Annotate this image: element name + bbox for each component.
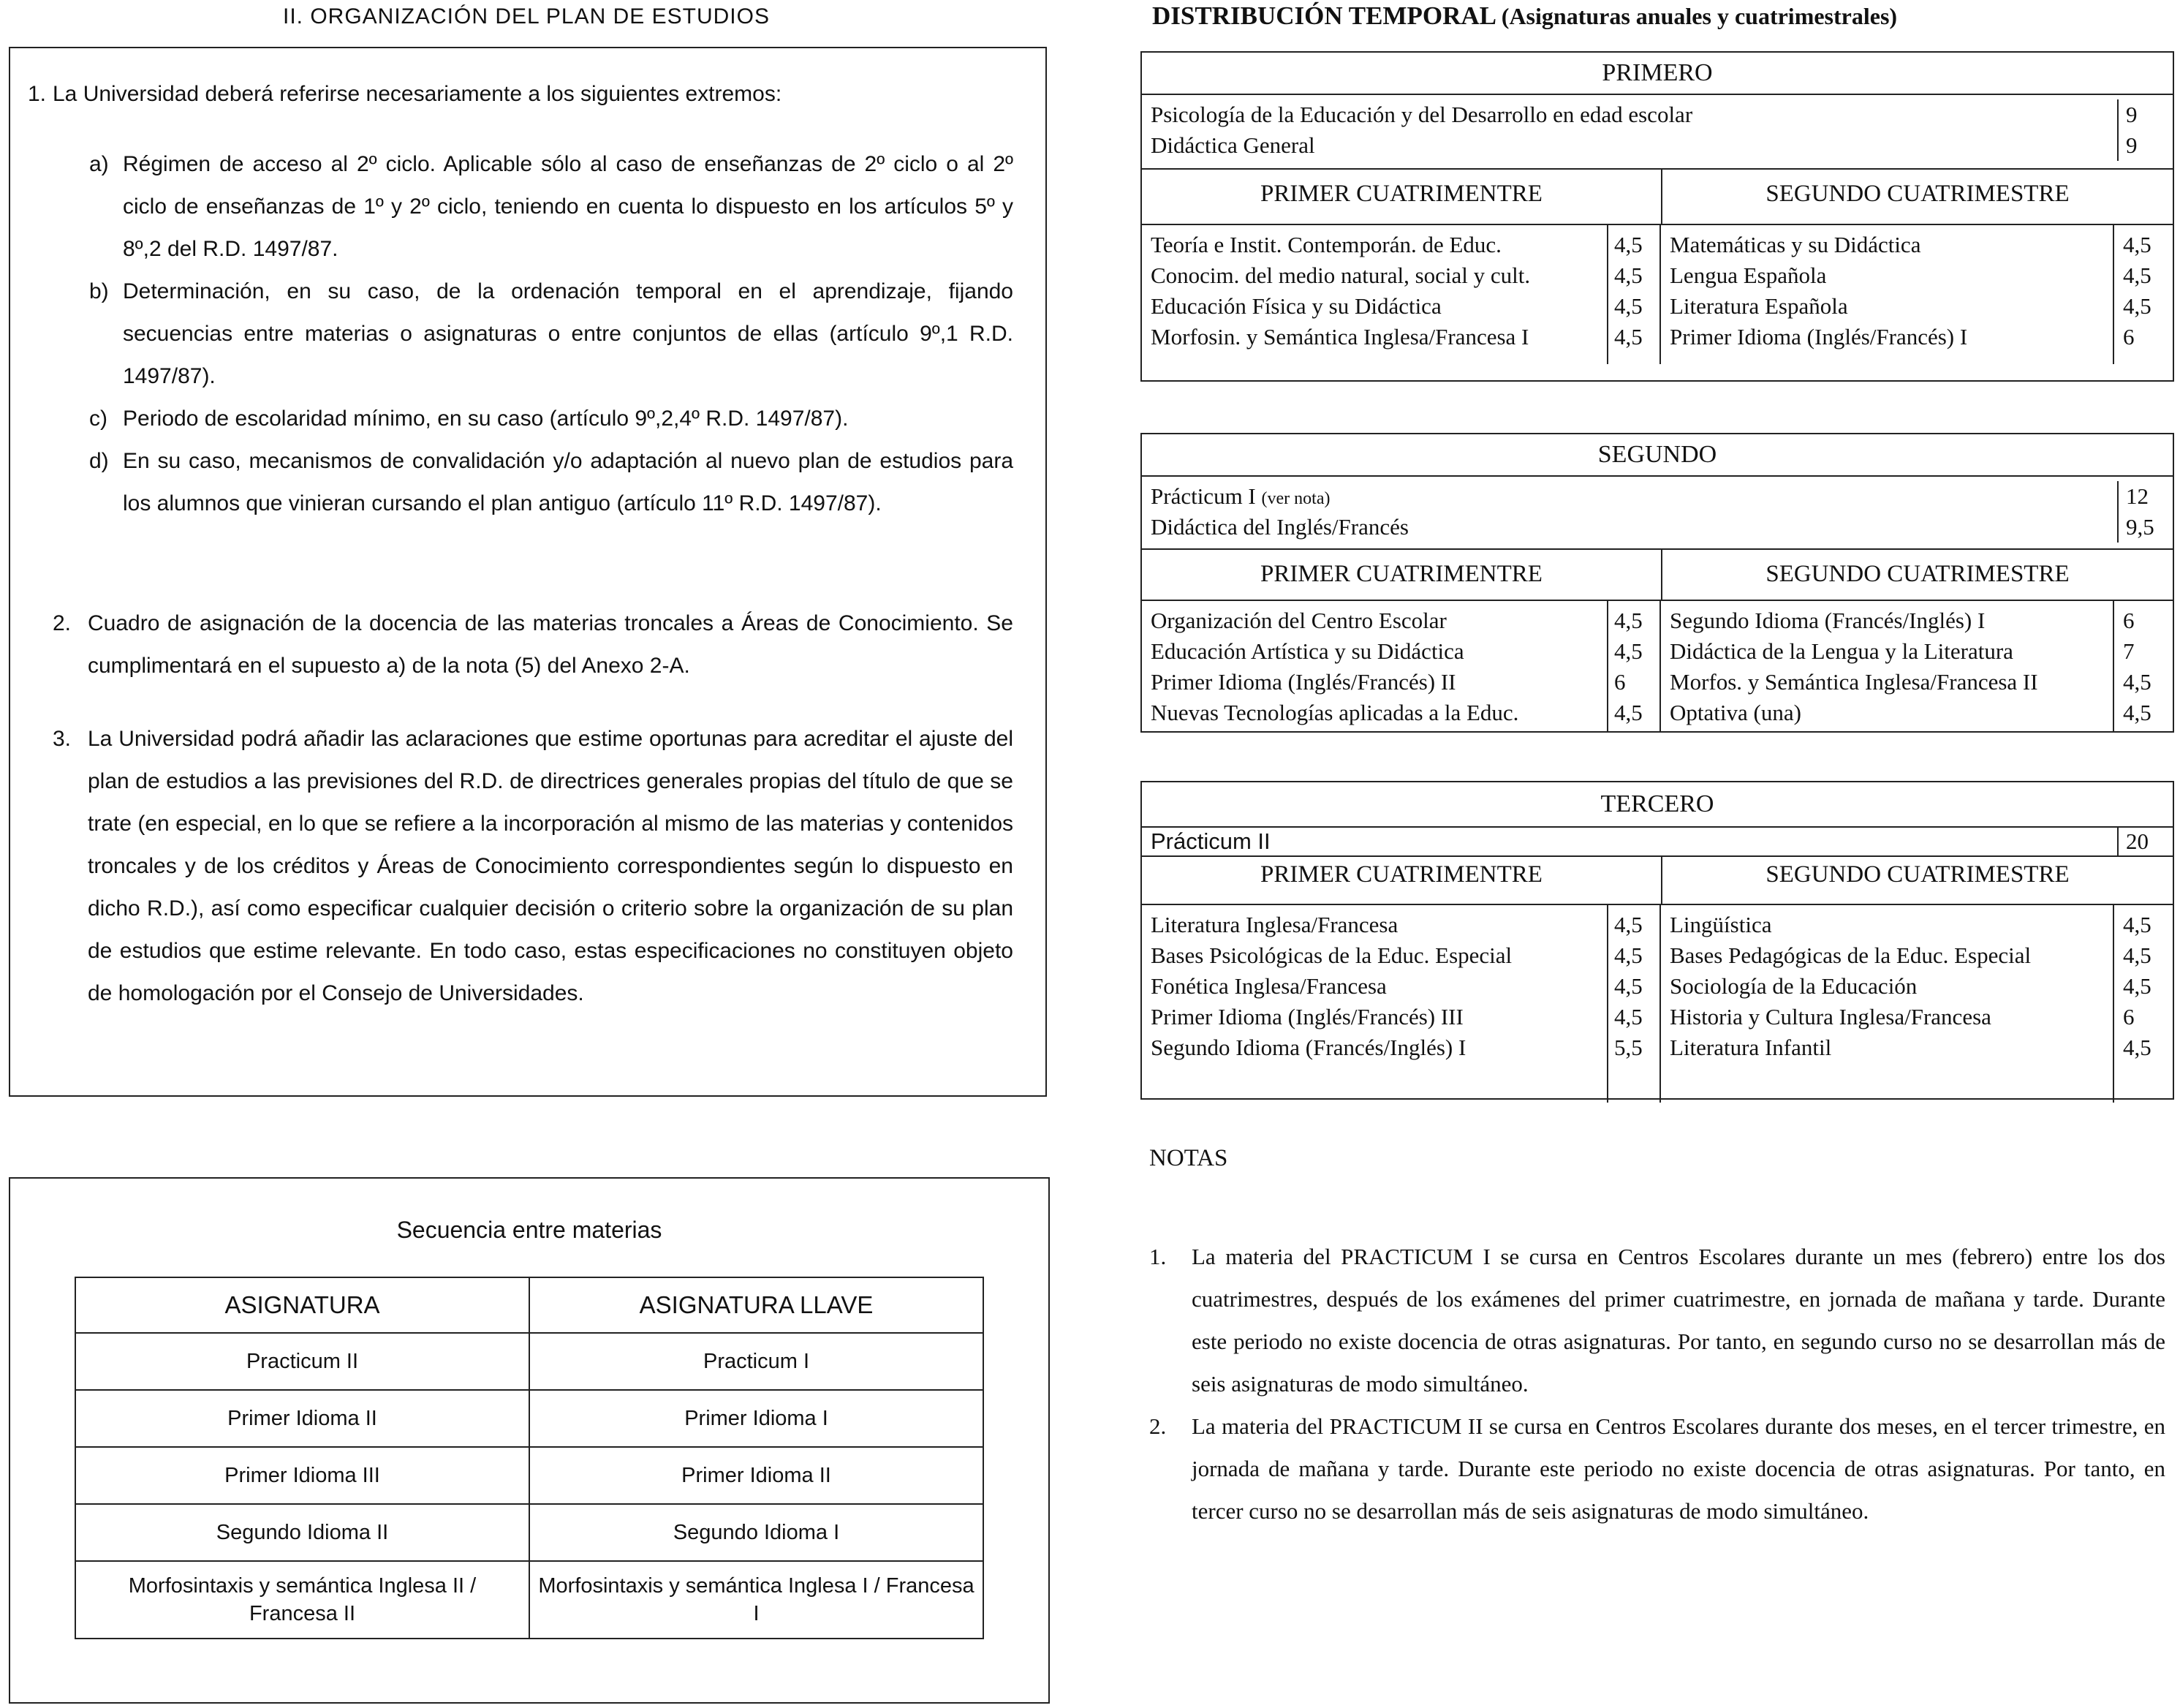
subject-name: Primer Idioma (Inglés/Francés) II — [1151, 669, 1456, 695]
subject-name: Historia y Cultura Inglesa/Francesa — [1670, 1004, 1991, 1029]
table-row — [75, 1561, 983, 1639]
semester-2-credits — [2114, 601, 2173, 731]
year-title: SEGUNDO — [1142, 434, 2173, 477]
organization-box — [9, 47, 1047, 1097]
subject-credits: 4,5 — [1614, 608, 1643, 633]
heading-main: DISTRIBUCIÓN TEMPORAL — [1152, 1, 1496, 30]
subject-name: Fonética Inglesa/Francesa — [1151, 973, 1387, 999]
subject-name: Segundo Idioma (Francés/Inglés) I — [1151, 1035, 1466, 1060]
sequence-box — [9, 1177, 1050, 1704]
subject-name: Organización del Centro Escolar — [1151, 608, 1447, 633]
subject-name: Morfosin. y Semántica Inglesa/Francesa I — [1151, 324, 1529, 349]
subject-name: Primer Idioma (Inglés/Francés) I — [1670, 324, 1968, 349]
table-row — [75, 1447, 983, 1504]
year-table-tercero — [1140, 781, 2174, 1100]
annual-subjects — [1142, 828, 2173, 857]
table-row — [75, 1390, 983, 1447]
note-item — [1149, 1405, 2165, 1533]
subject-name: Teoría e Instit. Contemporán. de Educ. — [1151, 232, 1502, 257]
note-number: 1. — [1149, 1244, 1167, 1269]
semester-2-header: SEGUNDO CUATRIMESTRE — [1765, 181, 2070, 207]
subject-credits: 6 — [2123, 324, 2135, 349]
annual-subjects — [1142, 477, 2173, 550]
semester-1-credits — [1608, 905, 1661, 1103]
table-row — [75, 1333, 983, 1390]
semester-2-subjects — [1661, 601, 2114, 731]
subject-name: Didáctica de la Lengua y la Literatura — [1670, 638, 2013, 664]
subject-name: Morfos. y Semántica Inglesa/Francesa II — [1670, 669, 2038, 695]
subject-credits: 4,5 — [1614, 232, 1643, 257]
subject-name: Prácticum I — [1151, 483, 1256, 509]
subject-name: Literatura Española — [1670, 293, 1848, 319]
semester-1-credits — [1608, 225, 1661, 364]
item-number: 1. — [28, 82, 47, 106]
item-text: La Universidad podrá añadir las aclaraciones que estime oportunas para acreditar el ajuste del plan de estudios a las previsiones del R.D. de directrices generales propias del título de que se trate (en especial, en lo que se refiere a la incorporación al mismo de las materias y contenidos troncales y de los créditos y Áreas de Conocimiento correspondientes según lo dispuesto en dicho R.D.), así como especificar cualquier decisión o criterio sobre la organización de su plan de estudios que estime relevante. En todo caso, estas especificaciones no constituyen objeto de homologación por el Consejo de Universidades. — [88, 727, 1013, 1005]
semester-1-subjects — [1142, 225, 1608, 364]
table-row — [75, 1504, 983, 1561]
subitem-label: d) — [89, 449, 109, 473]
list-item-2 — [53, 602, 1013, 687]
subject-credits: 6 — [2123, 608, 2135, 633]
subject-name: Lengua Española — [1670, 262, 1827, 288]
semester-body — [1142, 905, 2173, 1103]
table-cell: Practicum I — [529, 1333, 983, 1390]
heading-sub: (Asignaturas anuales y cuatrimestrales) — [1501, 3, 1898, 29]
note-text: La materia del PRACTICUM II se cursa en Centros Escolares durante dos meses, en el tercer trimestre, en jornada de mañana y tarde. Durante este periodo no existe docencia de otras asignaturas. Por tanto, en tercer curso no se desarrollan más de seis asignaturas de modo simultáneo. — [1192, 1413, 2165, 1524]
subject-credits: 6 — [1614, 669, 1626, 695]
semester-1-header: PRIMER CUATRIMENTRE — [1142, 550, 1662, 600]
semester-2-credits — [2114, 225, 2173, 364]
table-header-row — [75, 1277, 983, 1333]
table-cell: Morfosintaxis y semántica Inglesa I / Francesa I — [529, 1561, 983, 1639]
subject-name: Literatura Inglesa/Francesa — [1151, 912, 1399, 937]
subject-name: Educación Artística y su Didáctica — [1151, 638, 1464, 664]
column-header-asignatura: ASIGNATURA — [75, 1277, 529, 1333]
subject-credits: 4,5 — [2123, 232, 2151, 257]
subitem-label: c) — [89, 407, 107, 431]
subject-name: Literatura Infantil — [1670, 1035, 1832, 1060]
note-item — [1149, 1236, 2165, 1405]
subitem-label: a) — [89, 152, 109, 176]
year-table-primero — [1140, 51, 2174, 382]
table-cell: Primer Idioma II — [75, 1390, 529, 1447]
list-subitem-d — [89, 440, 1013, 525]
annual-row — [1142, 130, 2173, 161]
semester-2-subjects — [1661, 225, 2114, 364]
annual-row — [1142, 99, 2173, 130]
list-subitem-a — [89, 143, 1013, 271]
year-title: PRIMERO — [1142, 53, 2173, 95]
subject-name: Educación Física y su Didáctica — [1151, 293, 1442, 319]
distribution-heading — [1152, 1, 1897, 31]
subject-credits: 4,5 — [1614, 700, 1643, 725]
subject-credits: 4,5 — [2123, 669, 2151, 695]
subitem-label: b) — [89, 279, 109, 303]
subject-name: Bases Pedagógicas de la Educ. Especial — [1670, 942, 2032, 968]
table-cell: Segundo Idioma II — [75, 1504, 529, 1561]
subject-credits: 4,5 — [1614, 912, 1643, 937]
sequence-table — [75, 1277, 984, 1639]
item-number: 3. — [53, 727, 72, 751]
table-cell: Primer Idioma III — [75, 1447, 529, 1504]
sequence-title: Secuencia entre materias — [396, 1217, 662, 1243]
annual-row — [1142, 512, 2173, 543]
subject-name: Didáctica General — [1151, 132, 1315, 158]
subject-credits: 4,5 — [2123, 1035, 2151, 1060]
subject-credits: 4,5 — [1614, 324, 1643, 349]
subject-credits: 4,5 — [2123, 293, 2151, 319]
semester-2-header: SEGUNDO CUATRIMESTRE — [1765, 561, 2070, 587]
semester-2-header: SEGUNDO CUATRIMESTRE — [1765, 861, 2070, 888]
subitem-text: Régimen de acceso al 2º ciclo. Aplicable sólo al caso de enseñanzas de 2º ciclo o al 2º ciclo de enseñanzas de 1º y 2º ciclo, teniendo en cuenta lo dispuesto en los artículos 5º y 8º,2 del R.D. 1497/87. — [123, 152, 1013, 261]
semester-1-header: PRIMER CUATRIMENTRE — [1142, 170, 1662, 224]
subject-name: Didáctica del Inglés/Francés — [1151, 514, 1409, 540]
subject-name: Optativa (una) — [1670, 700, 1801, 725]
table-cell: Morfosintaxis y semántica Inglesa II / Francesa II — [75, 1561, 529, 1639]
table-cell: Practicum II — [75, 1333, 529, 1390]
subject-credits: 4,5 — [2123, 973, 2151, 999]
table-cell: Primer Idioma I — [529, 1390, 983, 1447]
semester-header — [1142, 550, 2173, 601]
subject-credits: 5,5 — [1614, 1035, 1643, 1060]
subject-credits: 6 — [2123, 1004, 2135, 1029]
semester-body — [1142, 601, 2173, 731]
subject-credits: 4,5 — [2123, 942, 2151, 968]
subitem-text: En su caso, mecanismos de convalidación y/o adaptación al nuevo plan de estudios para los alumnos que vinieran cursando el plan antiguo (artículo 11º R.D. 1497/87). — [123, 449, 1013, 515]
item-number: 2. — [53, 611, 72, 635]
subject-credits: 4,5 — [1614, 973, 1643, 999]
subject-name: Conocim. del medio natural, social y cult. — [1151, 262, 1531, 288]
subject-credits: 4,5 — [2123, 700, 2151, 725]
semester-1-credits — [1608, 601, 1661, 731]
table-cell: Primer Idioma II — [529, 1447, 983, 1504]
subject-name: Segundo Idioma (Francés/Inglés) I — [1670, 608, 1986, 633]
subject-credits: 9,5 — [2117, 512, 2154, 543]
semester-2-credits — [2114, 905, 2173, 1103]
annual-subjects — [1142, 95, 2173, 170]
list-subitem-c — [89, 398, 1013, 440]
subject-name: Nuevas Tecnologías aplicadas a la Educ. — [1151, 700, 1519, 725]
subject-credits: 9 — [2117, 130, 2138, 161]
semester-1-subjects — [1142, 601, 1608, 731]
note-number: 2. — [1149, 1413, 1167, 1439]
subject-credits: 4,5 — [1614, 638, 1643, 664]
table-cell: Segundo Idioma I — [529, 1504, 983, 1561]
semester-1-subjects — [1142, 905, 1608, 1103]
subject-credits: 4,5 — [2123, 262, 2151, 288]
subject-credits: 4,5 — [2123, 912, 2151, 937]
subject-name: Lingüística — [1670, 912, 1772, 937]
section-heading: II. ORGANIZACIÓN DEL PLAN DE ESTUDIOS — [282, 4, 770, 29]
subitem-text: Determinación, en su caso, de la ordenación temporal en el aprendizaje, fijando secuencias entre materias o asignaturas o entre conjuntos de ellas (artículo 9º,1 R.D. 1497/87). — [123, 279, 1013, 388]
subject-name: Matemáticas y su Didáctica — [1670, 232, 1921, 257]
column-header-asignatura-llave: ASIGNATURA LLAVE — [529, 1277, 983, 1333]
item-text: Cuadro de asignación de la docencia de las materias troncales a Áreas de Conocimiento. Se cumplimentará en el supuesto a) de la nota (5) del Anexo 2-A. — [88, 611, 1013, 678]
subject-credits: 12 — [2117, 481, 2149, 512]
subject-name: Primer Idioma (Inglés/Francés) III — [1151, 1004, 1464, 1029]
list-item-1 — [28, 73, 1025, 116]
item-text: La Universidad deberá referirse necesariamente a los siguientes extremos: — [53, 82, 782, 106]
subject-credits: 4,5 — [1614, 1004, 1643, 1029]
subject-name: Bases Psicológicas de la Educ. Especial — [1151, 942, 1513, 968]
list-item-3 — [53, 718, 1013, 1015]
subject-credits: 4,5 — [1614, 942, 1643, 968]
annual-row — [1142, 828, 2173, 855]
list-subitem-b — [89, 271, 1013, 398]
subject-credits: 7 — [2123, 638, 2135, 664]
semester-1-header: PRIMER CUATRIMENTRE — [1142, 857, 1662, 904]
subject-credits: 4,5 — [1614, 262, 1643, 288]
notes-title: NOTAS — [1149, 1145, 1228, 1171]
semester-header — [1142, 170, 2173, 225]
note-text: La materia del PRACTICUM I se cursa en Centros Escolares durante un mes (febrero) entre los dos cuatrimestres, después de los exámenes del primer cuatrimestre, en jornada de mañana y tarde. Durante este periodo no existe docencia de otras asignaturas. Por tanto, en segundo curso no se desarrollan más de seis asignaturas de modo simultáneo. — [1192, 1244, 2165, 1397]
subject-credits: 4,5 — [1614, 293, 1643, 319]
semester-2-subjects — [1661, 905, 2114, 1103]
annual-row — [1142, 481, 2173, 512]
subject-name: Sociología de la Educación — [1670, 973, 1918, 999]
subject-note: (ver nota) — [1261, 489, 1331, 508]
subitem-text: Periodo de escolaridad mínimo, en su caso (artículo 9º,2,4º R.D. 1497/87). — [123, 407, 849, 431]
subject-credits: 20 — [2117, 828, 2149, 855]
subject-name: Psicología de la Educación y del Desarrollo en edad escolar — [1151, 102, 1693, 127]
semester-body — [1142, 225, 2173, 364]
year-title: TERCERO — [1142, 782, 2173, 828]
subject-name: Prácticum II — [1151, 828, 1271, 854]
year-table-segundo — [1140, 433, 2174, 733]
subject-credits: 9 — [2117, 99, 2138, 130]
semester-header — [1142, 857, 2173, 905]
